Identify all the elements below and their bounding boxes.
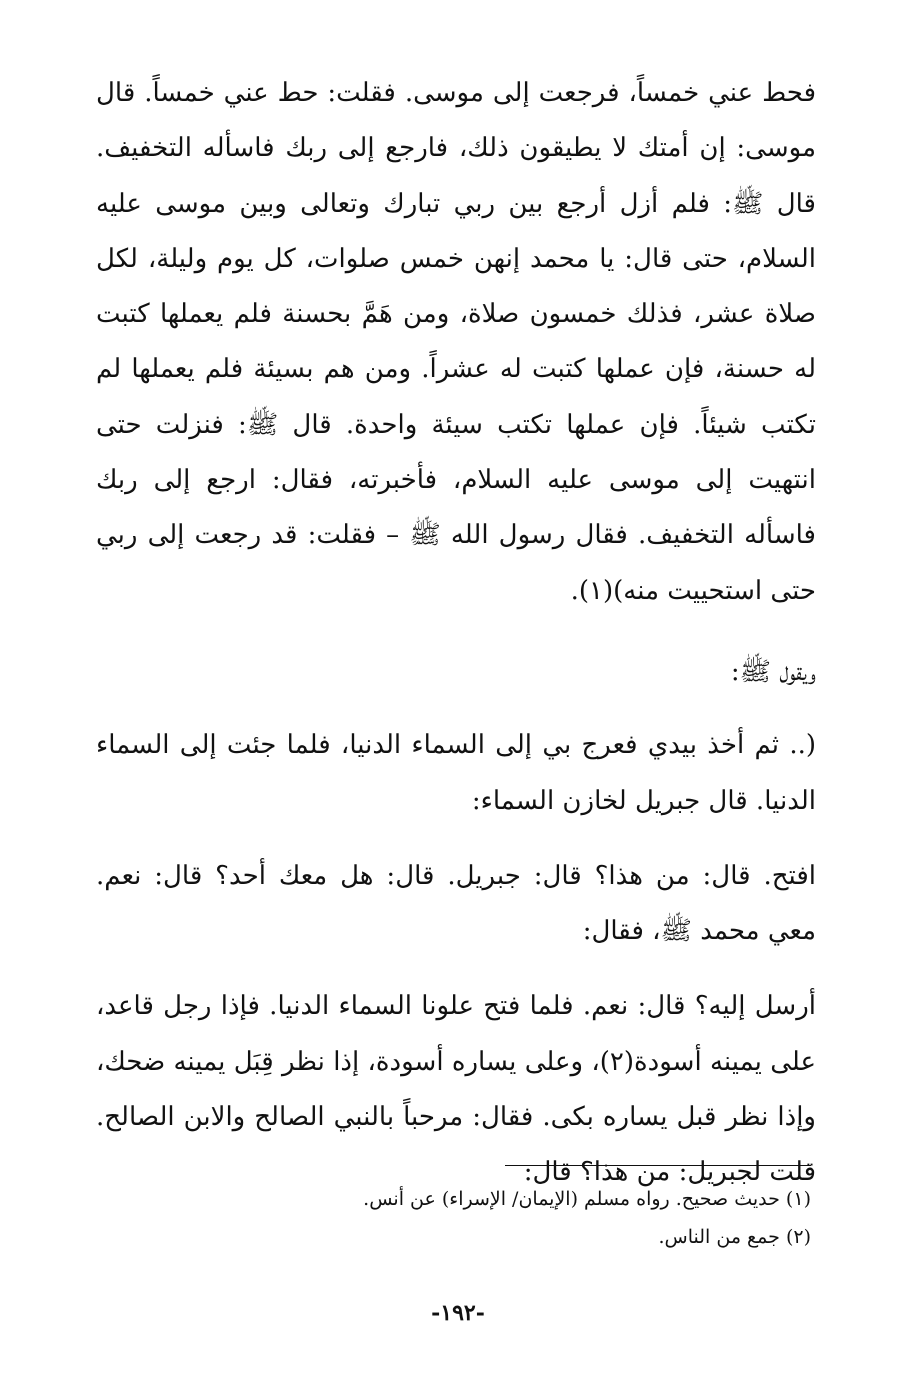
footnotes [131, 1180, 811, 1256]
footnote-divider [505, 1165, 811, 1166]
paragraph: ويقول ﷺ: [730, 656, 816, 687]
footnote: (٢) جمع من الناس. [658, 1226, 811, 1248]
paragraph: افتح. قال: من هذا؟ قال: جبريل. قال: هل معك أحد؟ قال: نعم. معي محمد ﷺ، فقال: [96, 860, 816, 947]
paragraph: فحط عني خمساً، فرجعت إلى موسى. فقلت: حط عني خمساً. قال موسى: إن أمتك لا يطيقون ذلك، فارجع إلى ربك فاسأله التخفيف. قال ﷺ: فلم أزل أرجع بين ربي تبارك وتعالى وبين موسى عليه السلام، حتى قال: يا محمد إنهن خمس صلوات، كل يوم وليلة، لكل صلاة عشر، فذلك خمسون صلاة، ومن هَمَّ بحسنة فلم يعملها كتبت له حسنة، فإن عملها كتبت له عشراً. ومن هم بسيئة فلم يعملها لم تكتب شيئاً. فإن عملها تكتب سيئة واحدة. قال ﷺ: فنزلت حتى انتهيت إلى موسى عليه السلام، فأخبرته، فقال: ارجع إلى ربك فاسأله التخفيف. فقال رسول الله ﷺ – فقلت: قد رجعت إلى ربي حتى استحييت منه)(١). [96, 78, 816, 606]
main-text [96, 66, 816, 1201]
footnote: (١) حديث صحيح. رواه مسلم (الإيمان/ الإسراء) عن أنس. [363, 1188, 811, 1210]
page-number: -١٩٢- [431, 1300, 485, 1326]
paragraph: (.. ثم أخذ بيدي فعرج بي إلى السماء الدنيا، فلما جئت إلى السماء الدنيا. قال جبريل لخازن السماء: [96, 730, 816, 816]
paragraph: أرسل إليه؟ قال: نعم. فلما فتح علونا السماء الدنيا. فإذا رجل قاعد، على يمينه أسودة(٢)، وعلى يساره أسودة، إذا نظر قِبَل يمينه ضحك، وإذا نظر قبل يساره بكى. فقال: مرحباً بالنبي الصالح والابن الصالح. قلت لجبريل: من هذا؟ قال: [96, 991, 816, 1188]
